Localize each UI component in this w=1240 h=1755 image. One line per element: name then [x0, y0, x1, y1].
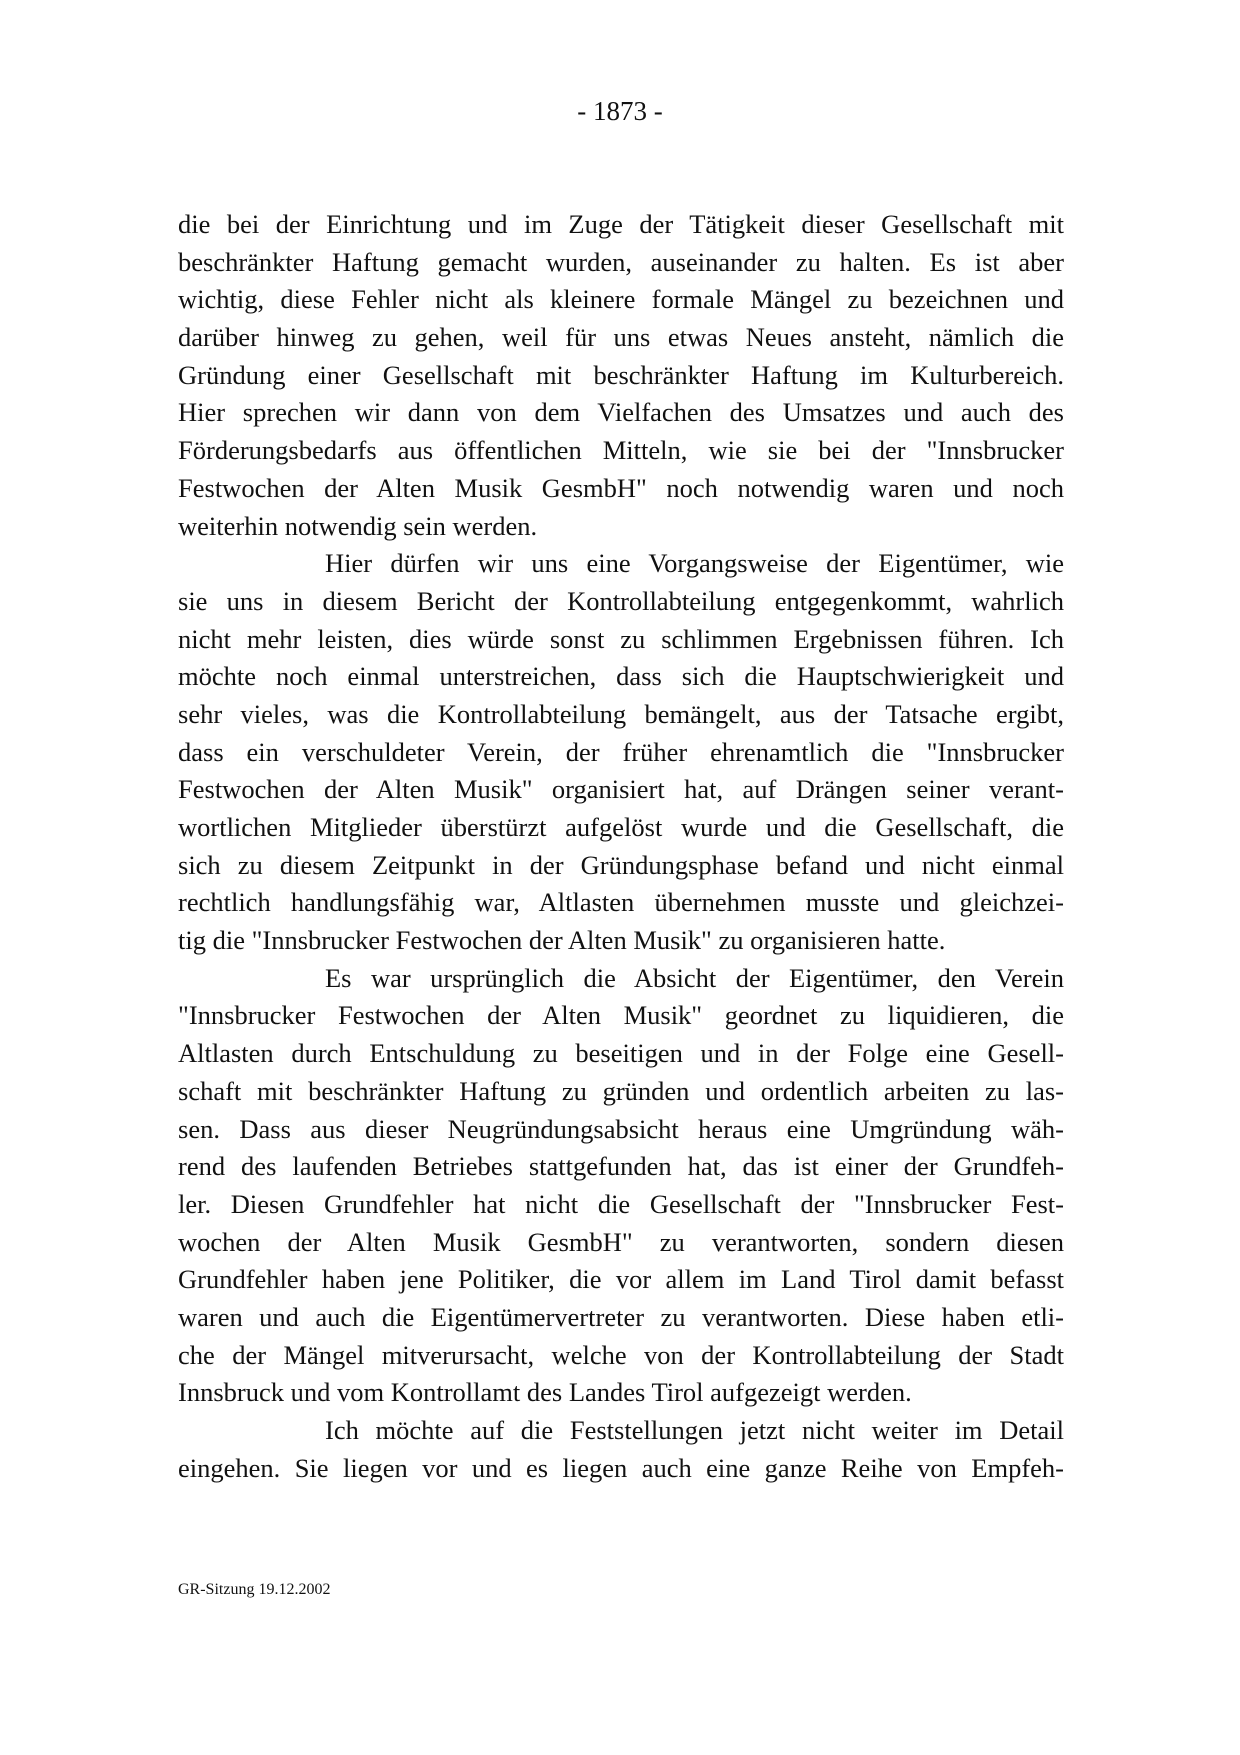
text-line: beschränkter Haftung gemacht wurden, auseinander zu halten. Es ist aber	[178, 246, 1064, 277]
text-line: Ich möchte auf die Feststellungen jetzt nicht weiter im Detail	[325, 1415, 1064, 1445]
page-number: - 1873 -	[577, 96, 663, 126]
text-line: wochen der Alten Musik GesmbH" zu verantworten, sondern diesen	[178, 1226, 1064, 1257]
text-line: wortlichen Mitglieder überstürzt aufgelöst wurde und die Gesellschaft, die	[178, 812, 1064, 842]
text-line: Förderungsbedarfs aus öffentlichen Mitteln, wie sie bei der "Innsbrucker	[178, 435, 1064, 466]
text-line: sie uns in diesem Bericht der Kontrollabteilung entgegenkommt, wahrlich	[178, 585, 1064, 616]
text-line: Innsbruck und vom Kontrollamt des Landes Tirol aufgezeigt werden.	[178, 1377, 912, 1408]
text-line: Altlasten durch Entschuldung zu beseitigen und in der Folge eine Gesell-	[178, 1038, 1064, 1069]
text-line: che der Mängel mitverursacht, welche von der Kontrollabteilung der Stadt	[178, 1339, 1064, 1370]
paragraph-1	[178, 206, 1064, 545]
text-line: darüber hinweg zu gehen, weil für uns etwas Neues ansteht, nämlich die	[178, 322, 1064, 353]
text-line: Festwochen der Alten Musik" organisiert hat, auf Drängen seiner verant-	[178, 774, 1064, 805]
text-line: schaft mit beschränkter Haftung zu gründen und ordentlich arbeiten zu las-	[178, 1075, 1064, 1106]
paragraph-3	[178, 960, 1064, 1412]
text-line: Es war ursprünglich die Absicht der Eigentümer, den Verein	[325, 962, 1064, 993]
text-line: rend des laufenden Betriebes stattgefunden hat, das ist einer der Grundfeh-	[178, 1151, 1064, 1182]
text-line: nicht mehr leisten, dies würde sonst zu schlimmen Ergebnissen führen. Ich	[178, 623, 1064, 654]
text-line: tig die "Innsbrucker Festwochen der Alten Musik" zu organisieren hatte.	[178, 925, 946, 956]
text-line: möchte noch einmal unterstreichen, dass sich die Hauptschwierigkeit und	[178, 661, 1064, 692]
text-line: weiterhin notwendig sein werden.	[178, 510, 538, 541]
text-line: die bei der Einrichtung und im Zuge der Tätigkeit dieser Gesellschaft mit	[178, 209, 1064, 239]
text-line: Festwochen der Alten Musik GesmbH" noch notwendig waren und noch	[178, 472, 1064, 503]
text-line: Grundfehler haben jene Politiker, die vor allem im Land Tirol damit befasst	[178, 1264, 1064, 1295]
text-line: sehr vieles, was die Kontrollabteilung bemängelt, aus der Tatsache ergibt,	[178, 698, 1064, 729]
text-line: Hier sprechen wir dann von dem Vielfachen des Umsatzes und auch des	[178, 397, 1064, 428]
text-line: sen. Dass aus dieser Neugründungsabsicht heraus eine Umgründung wäh-	[178, 1113, 1064, 1144]
text-line: waren und auch die Eigentümervertreter zu verantworten. Diese haben etli-	[178, 1301, 1064, 1332]
text-line: "Innsbrucker Festwochen der Alten Musik" geordnet zu liquidieren, die	[178, 1000, 1064, 1031]
text-line: Gründung einer Gesellschaft mit beschränkter Haftung im Kulturbereich.	[178, 359, 1064, 390]
text-line: sich zu diesem Zeitpunkt in der Gründungsphase befand und nicht einmal	[178, 849, 1064, 880]
text-line: rechtlich handlungsfähig war, Altlasten übernehmen musste und gleichzei-	[178, 887, 1064, 918]
text-line: wichtig, diese Fehler nicht als kleinere formale Mängel zu bezeichnen und	[178, 284, 1064, 315]
body-text	[178, 206, 1064, 1487]
text-line: eingehen. Sie liegen vor und es liegen auch eine ganze Reihe von Empfeh-	[178, 1452, 1064, 1483]
text-line: dass ein verschuldeter Verein, der früher ehrenamtlich die "Innsbrucker	[178, 736, 1064, 767]
footer-session-date: GR-Sitzung 19.12.2002	[178, 1581, 331, 1598]
paragraph-2	[178, 545, 1064, 960]
text-line: ler. Diesen Grundfehler hat nicht die Gesellschaft der "Innsbrucker Fest-	[178, 1188, 1064, 1219]
text-line: Hier dürfen wir uns eine Vorgangsweise der Eigentümer, wie	[325, 548, 1064, 579]
paragraph-4	[178, 1412, 1064, 1487]
